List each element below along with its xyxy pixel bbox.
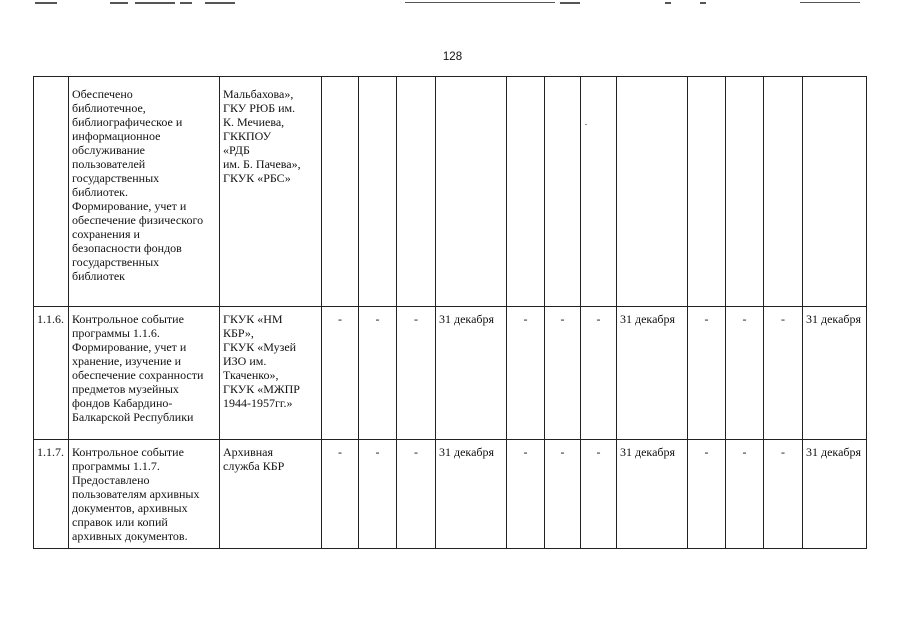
- responsible-executor: ГКУК «НМ КБР», ГКУК «Музей ИЗО им. Ткаченко», ГКУК «МЖПР 1944-1957гг.»: [220, 307, 322, 440]
- period-cell: -: [397, 440, 436, 549]
- row-number: 1.1.6.: [34, 307, 69, 440]
- period-cell: [507, 77, 545, 307]
- period-cell: -: [581, 440, 617, 549]
- event-description: Контрольное событие программы 1.1.7. Предоставлено пользователям архивных документов, архивных справок или копий архивных документов.: [69, 440, 220, 549]
- period-cell: [436, 77, 507, 307]
- period-cell: -: [359, 440, 397, 549]
- period-cell: [545, 77, 581, 307]
- table-row: [34, 307, 867, 440]
- responsible-executor: Мальбахова», ГКУ РЮБ им. К. Мечиева, ГККПОУ «РДБ им. Б. Пачева», ГКУК «РБС»: [220, 77, 322, 307]
- period-cell: [322, 77, 359, 307]
- table-row: [34, 77, 867, 307]
- deadline-cell: 31 декабря: [617, 440, 688, 549]
- period-cell: -: [507, 440, 545, 549]
- period-cell: [764, 77, 803, 307]
- period-cell: -: [688, 440, 726, 549]
- table-row: [34, 440, 867, 549]
- period-cell: -: [545, 440, 581, 549]
- period-cell: -: [726, 307, 764, 440]
- period-cell: -: [581, 307, 617, 440]
- deadline-cell: 31 декабря: [803, 440, 867, 549]
- period-cell: [617, 77, 688, 307]
- period-cell: -: [322, 440, 359, 549]
- deadline-cell: 31 декабря: [617, 307, 688, 440]
- period-cell: -: [507, 307, 545, 440]
- period-cell: -: [764, 307, 803, 440]
- period-cell: -: [359, 307, 397, 440]
- deadline-cell: 31 декабря: [436, 307, 507, 440]
- deadline-cell: 31 декабря: [803, 307, 867, 440]
- schedule-table: [33, 76, 867, 549]
- period-cell: [359, 77, 397, 307]
- responsible-executor: Архивная служба КБР: [220, 440, 322, 549]
- period-cell: [688, 77, 726, 307]
- period-cell: -: [545, 307, 581, 440]
- row-number: 1.1.7.: [34, 440, 69, 549]
- period-cell: -: [726, 440, 764, 549]
- period-cell: -: [688, 307, 726, 440]
- scan-artifact-strip: [0, 0, 905, 8]
- row-number: [34, 77, 69, 307]
- event-description: Обеспечено библиотечное, библиографическое и информационное обслуживание пользователей государственных библиотек. Формирование, учет и обеспечение физического сохранения и безопасности фондов государственных библиотек: [69, 77, 220, 307]
- period-cell: -: [764, 440, 803, 549]
- period-cell: -: [397, 307, 436, 440]
- period-cell: [581, 77, 617, 307]
- period-cell: [726, 77, 764, 307]
- page-number: 128: [442, 51, 463, 63]
- period-cell: [803, 77, 867, 307]
- deadline-cell: 31 декабря: [436, 440, 507, 549]
- event-description: Контрольное событие программы 1.1.6. Формирование, учет и хранение, изучение и обеспечение сохранности предметов музейных фондов Кабардино- Балкарской Республики: [69, 307, 220, 440]
- period-cell: -: [322, 307, 359, 440]
- period-cell: [397, 77, 436, 307]
